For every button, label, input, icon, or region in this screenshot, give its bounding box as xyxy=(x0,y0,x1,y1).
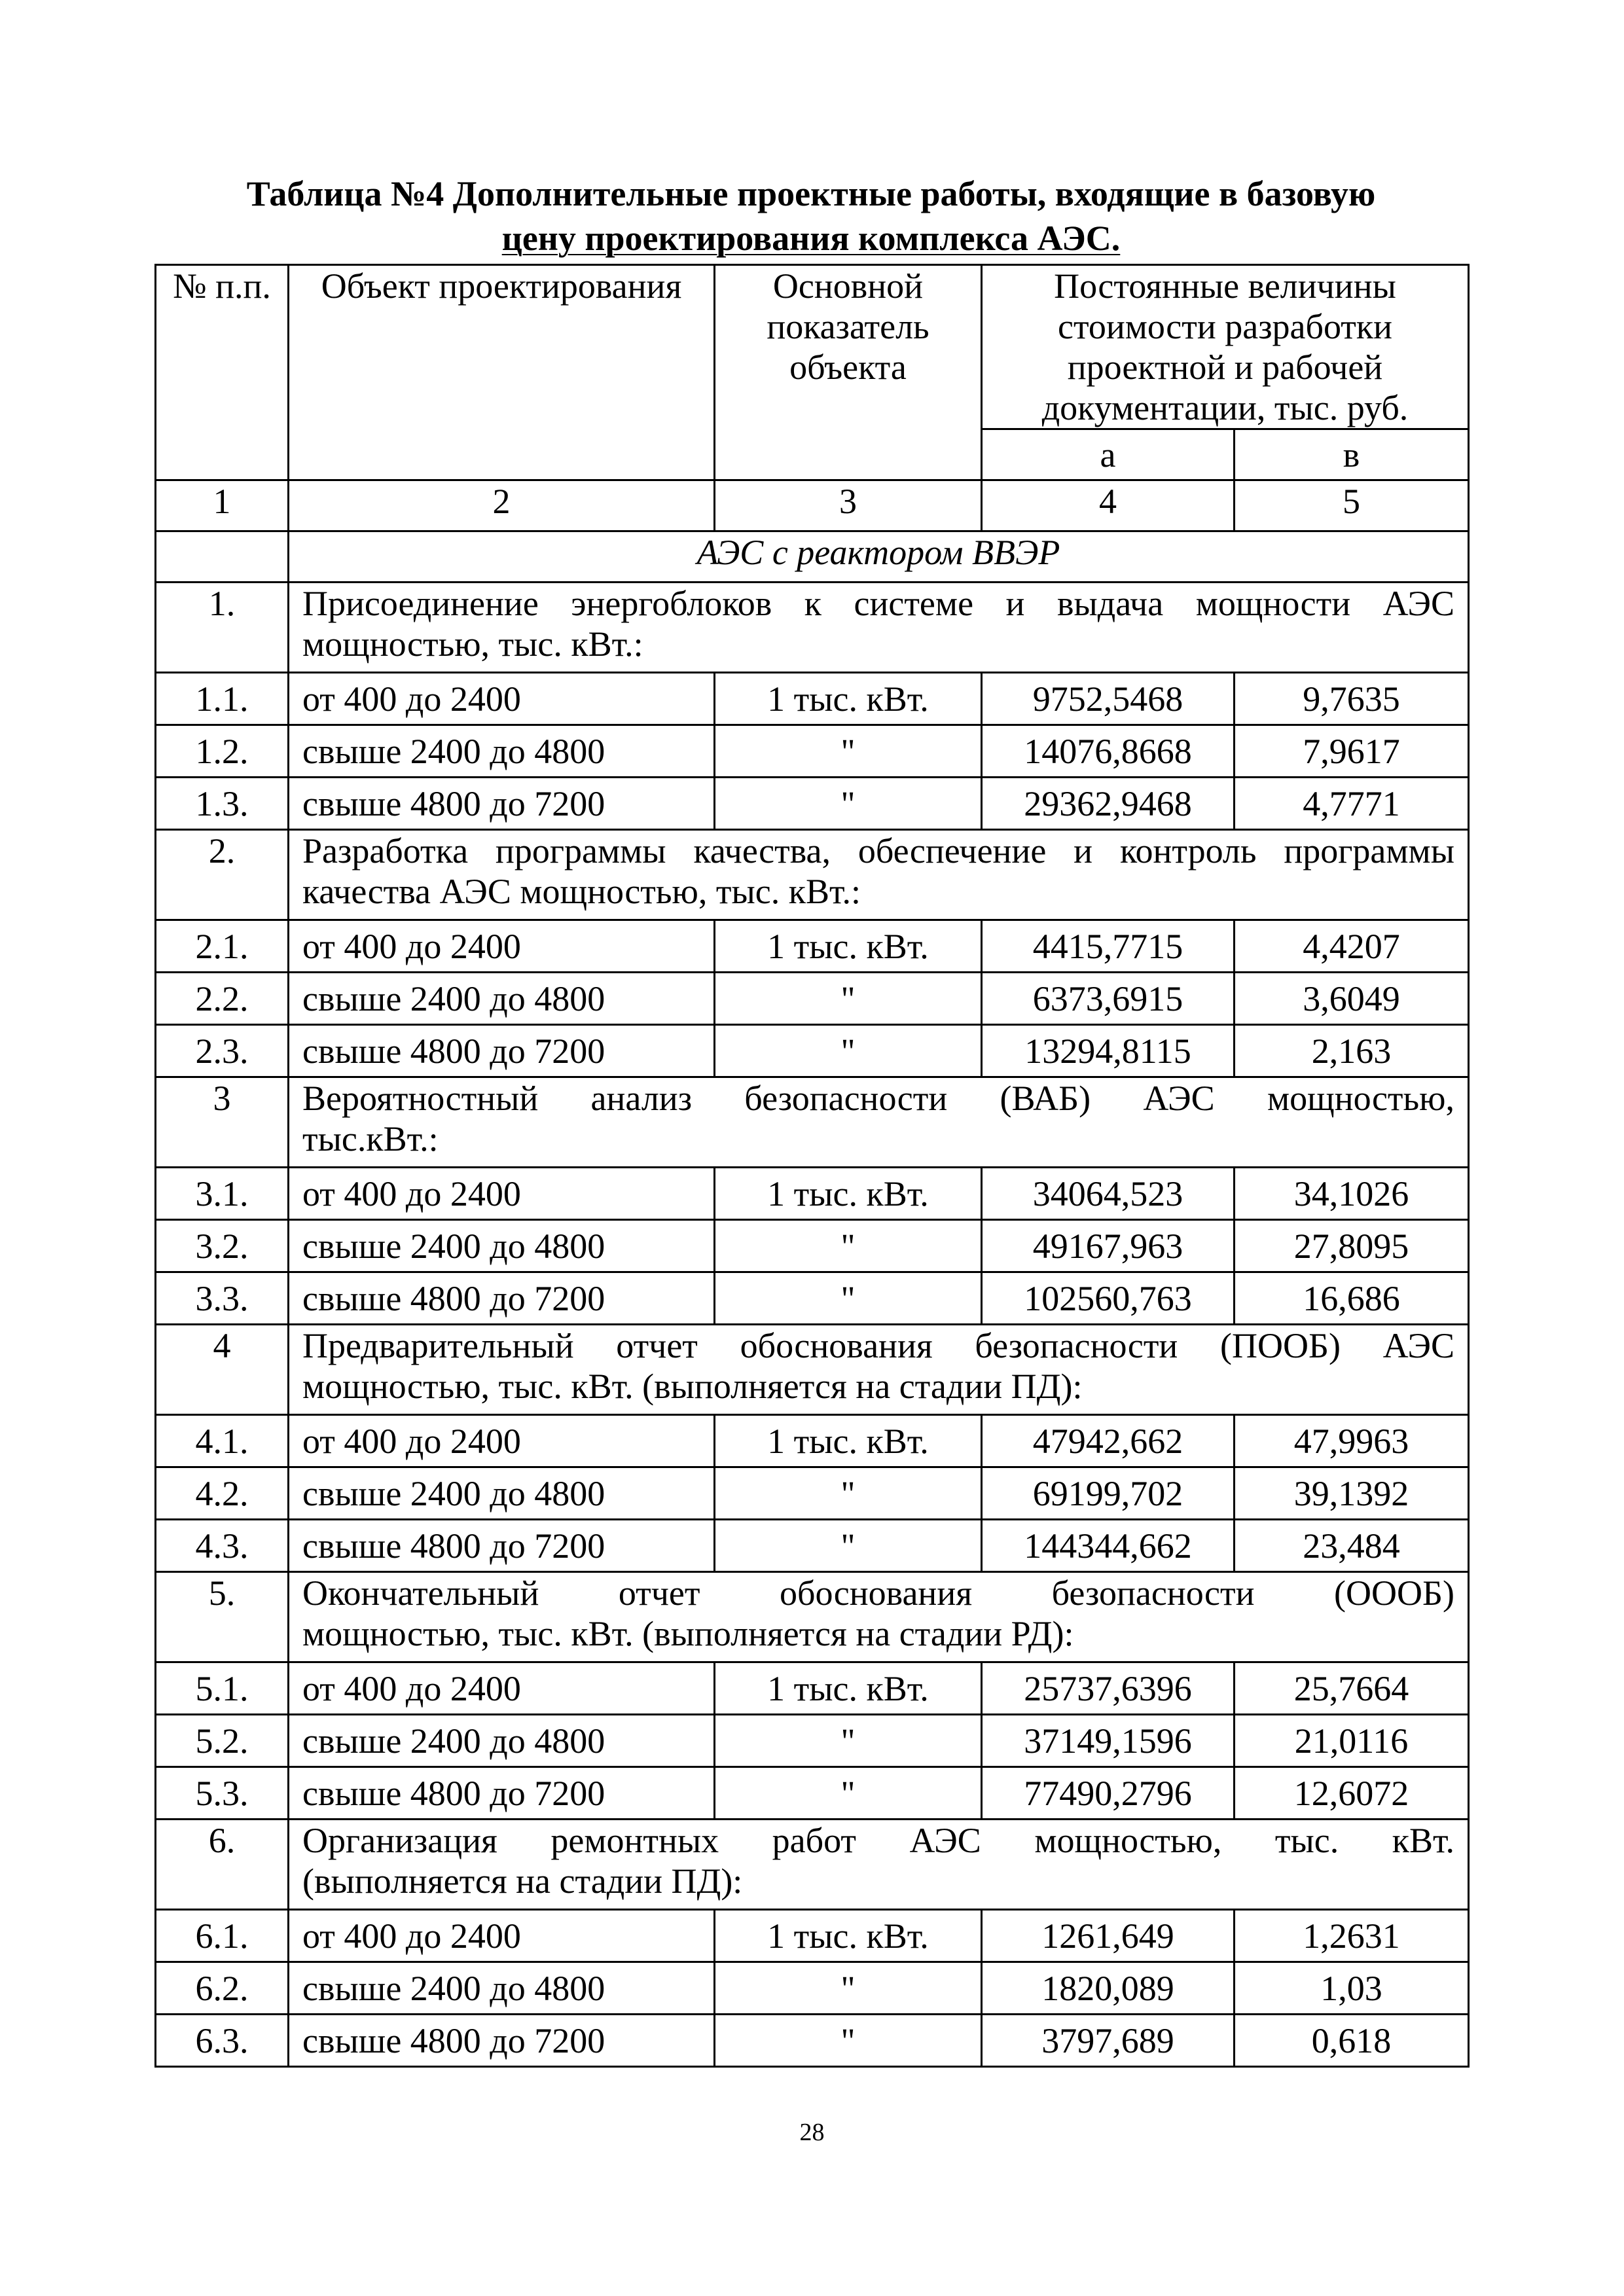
table-row xyxy=(156,1467,1469,1520)
row-value-a: 37149,1596 xyxy=(982,1715,1235,1767)
group-row xyxy=(156,1820,1469,1910)
column-number: 4 xyxy=(982,480,1235,531)
table-row xyxy=(156,673,1469,725)
column-number: 3 xyxy=(715,480,982,531)
group-title-line-2: (выполняется на стадии ПД): xyxy=(302,1861,743,1901)
row-indicator: " xyxy=(715,1962,982,2015)
row-object: свыше 4800 до 7200 xyxy=(289,1767,715,1820)
row-object: от 400 до 2400 xyxy=(289,1662,715,1715)
group-title-line-1: Организация ремонтных работ АЭС мощностью, тыс. кВт. xyxy=(302,1821,1454,1860)
row-number: 1.1. xyxy=(156,673,289,725)
row-value-a: 49167,963 xyxy=(982,1220,1235,1272)
group-title xyxy=(289,830,1469,920)
row-value-b: 9,7635 xyxy=(1235,673,1469,725)
group-title xyxy=(289,1077,1469,1168)
row-value-b: 4,4207 xyxy=(1235,920,1469,973)
row-object: от 400 до 2400 xyxy=(289,1415,715,1467)
row-value-b: 47,9963 xyxy=(1235,1415,1469,1467)
row-object: свыше 2400 до 4800 xyxy=(289,1715,715,1767)
row-value-b: 34,1026 xyxy=(1235,1168,1469,1220)
group-row xyxy=(156,1572,1469,1662)
group-row xyxy=(156,583,1469,673)
row-number: 5.3. xyxy=(156,1767,289,1820)
row-value-a: 3797,689 xyxy=(982,2015,1235,2067)
table-row xyxy=(156,1520,1469,1572)
row-value-a: 29362,9468 xyxy=(982,778,1235,830)
table-row xyxy=(156,1962,1469,2015)
row-indicator: " xyxy=(715,1520,982,1572)
row-object: свыше 4800 до 7200 xyxy=(289,1520,715,1572)
group-number: 2. xyxy=(156,830,289,920)
row-value-b: 4,7771 xyxy=(1235,778,1469,830)
row-number: 2.3. xyxy=(156,1025,289,1077)
row-indicator: 1 тыс. кВт. xyxy=(715,1910,982,1962)
row-number: 6.3. xyxy=(156,2015,289,2067)
row-value-b: 1,03 xyxy=(1235,1962,1469,2015)
row-indicator: 1 тыс. кВт. xyxy=(715,673,982,725)
table-row xyxy=(156,725,1469,778)
row-value-a: 69199,702 xyxy=(982,1467,1235,1520)
group-title xyxy=(289,1572,1469,1662)
header-num: № п.п. xyxy=(156,265,289,480)
row-value-a: 14076,8668 xyxy=(982,725,1235,778)
row-object: свыше 4800 до 7200 xyxy=(289,1272,715,1325)
row-indicator: " xyxy=(715,1767,982,1820)
table-row xyxy=(156,1025,1469,1077)
table-title xyxy=(154,171,1468,260)
row-value-b: 23,484 xyxy=(1235,1520,1469,1572)
group-row xyxy=(156,1325,1469,1415)
cost-table xyxy=(154,264,1470,2068)
row-object: свыше 2400 до 4800 xyxy=(289,973,715,1025)
column-number: 5 xyxy=(1235,480,1469,531)
row-object: свыше 4800 до 7200 xyxy=(289,2015,715,2067)
row-indicator: " xyxy=(715,1715,982,1767)
table-row xyxy=(156,1910,1469,1962)
page-number: 28 xyxy=(799,2119,825,2146)
table-row xyxy=(156,1767,1469,1820)
row-number: 5.1. xyxy=(156,1662,289,1715)
row-indicator: " xyxy=(715,2015,982,2067)
row-value-a: 1820,089 xyxy=(982,1962,1235,2015)
row-object: свыше 2400 до 4800 xyxy=(289,1467,715,1520)
row-indicator: " xyxy=(715,1220,982,1272)
row-object: от 400 до 2400 xyxy=(289,1910,715,1962)
row-value-a: 25737,6396 xyxy=(982,1662,1235,1715)
group-title-line-2: мощностью, тыс. кВт. (выполняется на стадии ПД): xyxy=(302,1367,1083,1406)
row-value-a: 6373,6915 xyxy=(982,973,1235,1025)
row-value-b: 3,6049 xyxy=(1235,973,1469,1025)
row-object: свыше 2400 до 4800 xyxy=(289,1220,715,1272)
header-cost: Постоянные величины стоимости разработки проектной и рабочей документации, тыс. руб. xyxy=(982,265,1469,429)
group-title-line-2: качества АЭС мощностью, тыс. кВт.: xyxy=(302,872,861,911)
header-row xyxy=(156,265,1469,429)
group-title-line-1: Предварительный отчет обоснования безопасности (ПООБ) АЭС xyxy=(302,1326,1454,1365)
row-value-a: 102560,763 xyxy=(982,1272,1235,1325)
row-value-a: 144344,662 xyxy=(982,1520,1235,1572)
row-indicator: 1 тыс. кВт. xyxy=(715,1415,982,1467)
column-number: 1 xyxy=(156,480,289,531)
row-indicator: " xyxy=(715,725,982,778)
row-number: 4.3. xyxy=(156,1520,289,1572)
row-number: 4.1. xyxy=(156,1415,289,1467)
group-number: 5. xyxy=(156,1572,289,1662)
row-object: свыше 4800 до 7200 xyxy=(289,778,715,830)
header-sub-a: а xyxy=(982,429,1235,480)
table-row xyxy=(156,1662,1469,1715)
group-number: 4 xyxy=(156,1325,289,1415)
row-object: от 400 до 2400 xyxy=(289,673,715,725)
row-value-a: 47942,662 xyxy=(982,1415,1235,1467)
group-title xyxy=(289,1325,1469,1415)
row-value-a: 4415,7715 xyxy=(982,920,1235,973)
section-row xyxy=(156,531,1469,583)
group-row xyxy=(156,1077,1469,1168)
header-indicator: Основной показатель объекта xyxy=(715,265,982,480)
row-value-a: 1261,649 xyxy=(982,1910,1235,1962)
row-number: 6.2. xyxy=(156,1962,289,2015)
group-number: 6. xyxy=(156,1820,289,1910)
row-indicator: " xyxy=(715,1467,982,1520)
table-row xyxy=(156,2015,1469,2067)
table-row xyxy=(156,778,1469,830)
row-number: 2.2. xyxy=(156,973,289,1025)
group-title-line-1: Присоединение энергоблоков к системе и выдача мощности АЭС xyxy=(302,584,1454,623)
row-number: 5.2. xyxy=(156,1715,289,1767)
row-object: свыше 2400 до 4800 xyxy=(289,725,715,778)
row-number: 3.3. xyxy=(156,1272,289,1325)
table-title-line-1: Таблица №4 Дополнительные проектные работы, входящие в базовую xyxy=(246,174,1376,213)
group-title-line-2: тыс.кВт.: xyxy=(302,1119,439,1158)
row-value-a: 34064,523 xyxy=(982,1168,1235,1220)
table-row xyxy=(156,920,1469,973)
column-number: 2 xyxy=(289,480,715,531)
row-indicator: 1 тыс. кВт. xyxy=(715,920,982,973)
row-number: 6.1. xyxy=(156,1910,289,1962)
table-row xyxy=(156,1220,1469,1272)
table-row xyxy=(156,1272,1469,1325)
row-indicator: " xyxy=(715,778,982,830)
row-number: 3.2. xyxy=(156,1220,289,1272)
row-value-b: 27,8095 xyxy=(1235,1220,1469,1272)
section-empty-cell xyxy=(156,531,289,583)
group-row xyxy=(156,830,1469,920)
row-value-b: 21,0116 xyxy=(1235,1715,1469,1767)
header-object: Объект проектирования xyxy=(289,265,715,480)
table-row xyxy=(156,1168,1469,1220)
row-object: от 400 до 2400 xyxy=(289,920,715,973)
group-title-line-2: мощностью, тыс. кВт. (выполняется на стадии РД): xyxy=(302,1614,1074,1653)
section-title: АЭС с реактором ВВЭР xyxy=(289,531,1469,583)
table-row xyxy=(156,1415,1469,1467)
row-value-b: 2,163 xyxy=(1235,1025,1469,1077)
row-value-b: 39,1392 xyxy=(1235,1467,1469,1520)
row-indicator: 1 тыс. кВт. xyxy=(715,1662,982,1715)
group-number: 1. xyxy=(156,583,289,673)
row-indicator: 1 тыс. кВт. xyxy=(715,1168,982,1220)
row-value-a: 9752,5468 xyxy=(982,673,1235,725)
row-number: 1.3. xyxy=(156,778,289,830)
row-number: 3.1. xyxy=(156,1168,289,1220)
group-title-line-1: Вероятностный анализ безопасности (ВАБ) АЭС мощностью, xyxy=(302,1079,1454,1118)
group-title-line-1: Окончательный отчет обоснования безопасности (ОООБ) xyxy=(302,1573,1454,1613)
row-value-b: 1,2631 xyxy=(1235,1910,1469,1962)
row-value-b: 16,686 xyxy=(1235,1272,1469,1325)
row-value-b: 12,6072 xyxy=(1235,1767,1469,1820)
row-value-b: 25,7664 xyxy=(1235,1662,1469,1715)
group-title xyxy=(289,583,1469,673)
row-number: 1.2. xyxy=(156,725,289,778)
row-object: от 400 до 2400 xyxy=(289,1168,715,1220)
row-number: 4.2. xyxy=(156,1467,289,1520)
header-sub-b: в xyxy=(1235,429,1469,480)
table-title-line-2: цену проектирования комплекса АЭС. xyxy=(501,219,1121,258)
row-object: свыше 4800 до 7200 xyxy=(289,1025,715,1077)
table-row xyxy=(156,973,1469,1025)
column-numbers-row xyxy=(156,480,1469,531)
group-title-line-2: мощностью, тыс. кВт.: xyxy=(302,624,643,664)
table-row xyxy=(156,1715,1469,1767)
row-value-a: 13294,8115 xyxy=(982,1025,1235,1077)
row-value-b: 7,9617 xyxy=(1235,725,1469,778)
row-indicator: " xyxy=(715,1025,982,1077)
row-value-a: 77490,2796 xyxy=(982,1767,1235,1820)
row-object: свыше 2400 до 4800 xyxy=(289,1962,715,2015)
group-title xyxy=(289,1820,1469,1910)
row-value-b: 0,618 xyxy=(1235,2015,1469,2067)
group-title-line-1: Разработка программы качества, обеспечение и контроль программы xyxy=(302,831,1454,870)
row-number: 2.1. xyxy=(156,920,289,973)
group-number: 3 xyxy=(156,1077,289,1168)
row-indicator: " xyxy=(715,1272,982,1325)
row-indicator: " xyxy=(715,973,982,1025)
